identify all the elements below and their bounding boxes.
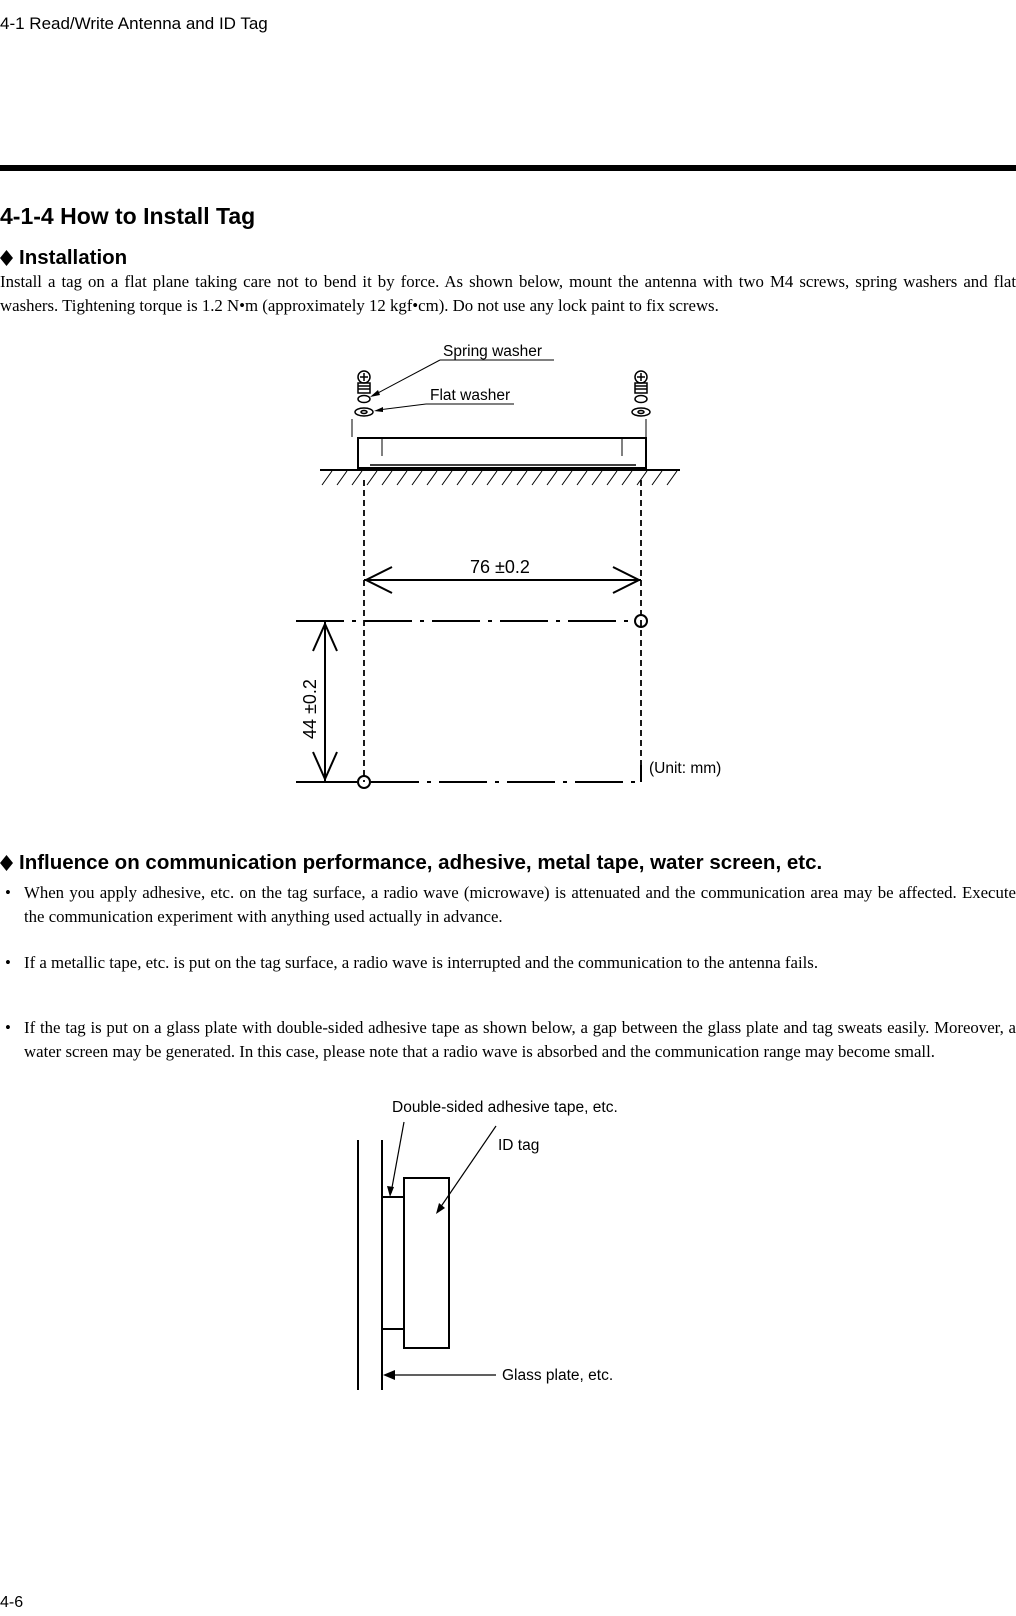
unit-label: (Unit: mm) bbox=[649, 760, 722, 777]
page-number: 4-6 bbox=[0, 1594, 24, 1611]
id-tag-label: ID tag bbox=[498, 1137, 540, 1154]
height-dimension-label: 44 ±0.2 bbox=[300, 679, 320, 739]
left-screw-icon bbox=[358, 371, 370, 393]
width-dimension-label: 76 ±0.2 bbox=[470, 557, 530, 577]
right-spring-washer-icon bbox=[635, 396, 647, 403]
installation-heading bbox=[0, 246, 127, 270]
bullet-text: When you apply adhesive, etc. on the tag surface, a radio wave (microwave) is attenuated and the communication area may be affected. Execute the communication experiment with anything used actually in advance. bbox=[24, 883, 1016, 926]
bullet-icon: • bbox=[5, 883, 11, 902]
glass-plate-label: Glass plate, etc. bbox=[502, 1367, 614, 1384]
antenna-body bbox=[358, 438, 646, 468]
left-flat-washer-icon bbox=[355, 408, 373, 416]
section-title: 4-1-4 How to Install Tag bbox=[0, 203, 256, 229]
flat-washer-label: Flat washer bbox=[430, 387, 511, 404]
glass-mounting-diagram bbox=[0, 1090, 1016, 1410]
diamond-icon bbox=[0, 851, 13, 875]
bullet-text: If the tag is put on a glass plate with double-sided adhesive tape as shown below, a gap between the glass plate and tag sweats easily. Moreover, a water screen may be generated. In this case, please note that a radio wave is absorbed and the communication range may become small. bbox=[24, 1018, 1016, 1061]
right-screw-icon bbox=[635, 371, 647, 393]
installation-heading-text: Installation bbox=[19, 246, 128, 269]
bullet-item bbox=[0, 951, 1016, 975]
diamond-icon bbox=[0, 246, 13, 270]
bullet-icon: • bbox=[5, 953, 11, 972]
spring-washer-label: Spring washer bbox=[443, 343, 543, 360]
adhesive-tape-label: Double-sided adhesive tape, etc. bbox=[392, 1099, 618, 1116]
running-header: 4-1 Read/Write Antenna and ID Tag bbox=[0, 14, 268, 33]
bullet-item bbox=[0, 881, 1016, 929]
right-flat-washer-icon bbox=[632, 408, 650, 416]
id-tag-body bbox=[404, 1178, 449, 1348]
bullet-icon: • bbox=[5, 1018, 11, 1037]
mounting-diagram bbox=[0, 335, 1016, 795]
left-spring-washer-icon bbox=[358, 396, 370, 403]
bullet-item bbox=[0, 1016, 1016, 1064]
installation-paragraph: Install a tag on a flat plane taking care not to bend it by force. As shown below, mount the antenna with two M4 screws, spring washers and flat washers. Tightening torque is 1.2 N•m (approximately 12 kgf•cm). Do not use any lock paint to fix screws. bbox=[0, 272, 1016, 315]
influence-heading-text: Influence on communication performance, adhesive, metal tape, water screen, etc. bbox=[19, 851, 823, 874]
influence-heading bbox=[0, 851, 822, 875]
bullet-text: If a metallic tape, etc. is put on the tag surface, a radio wave is interrupted and the communication to the antenna fails. bbox=[24, 953, 819, 972]
adhesive-tape bbox=[382, 1197, 404, 1329]
header-rule bbox=[0, 165, 1016, 171]
